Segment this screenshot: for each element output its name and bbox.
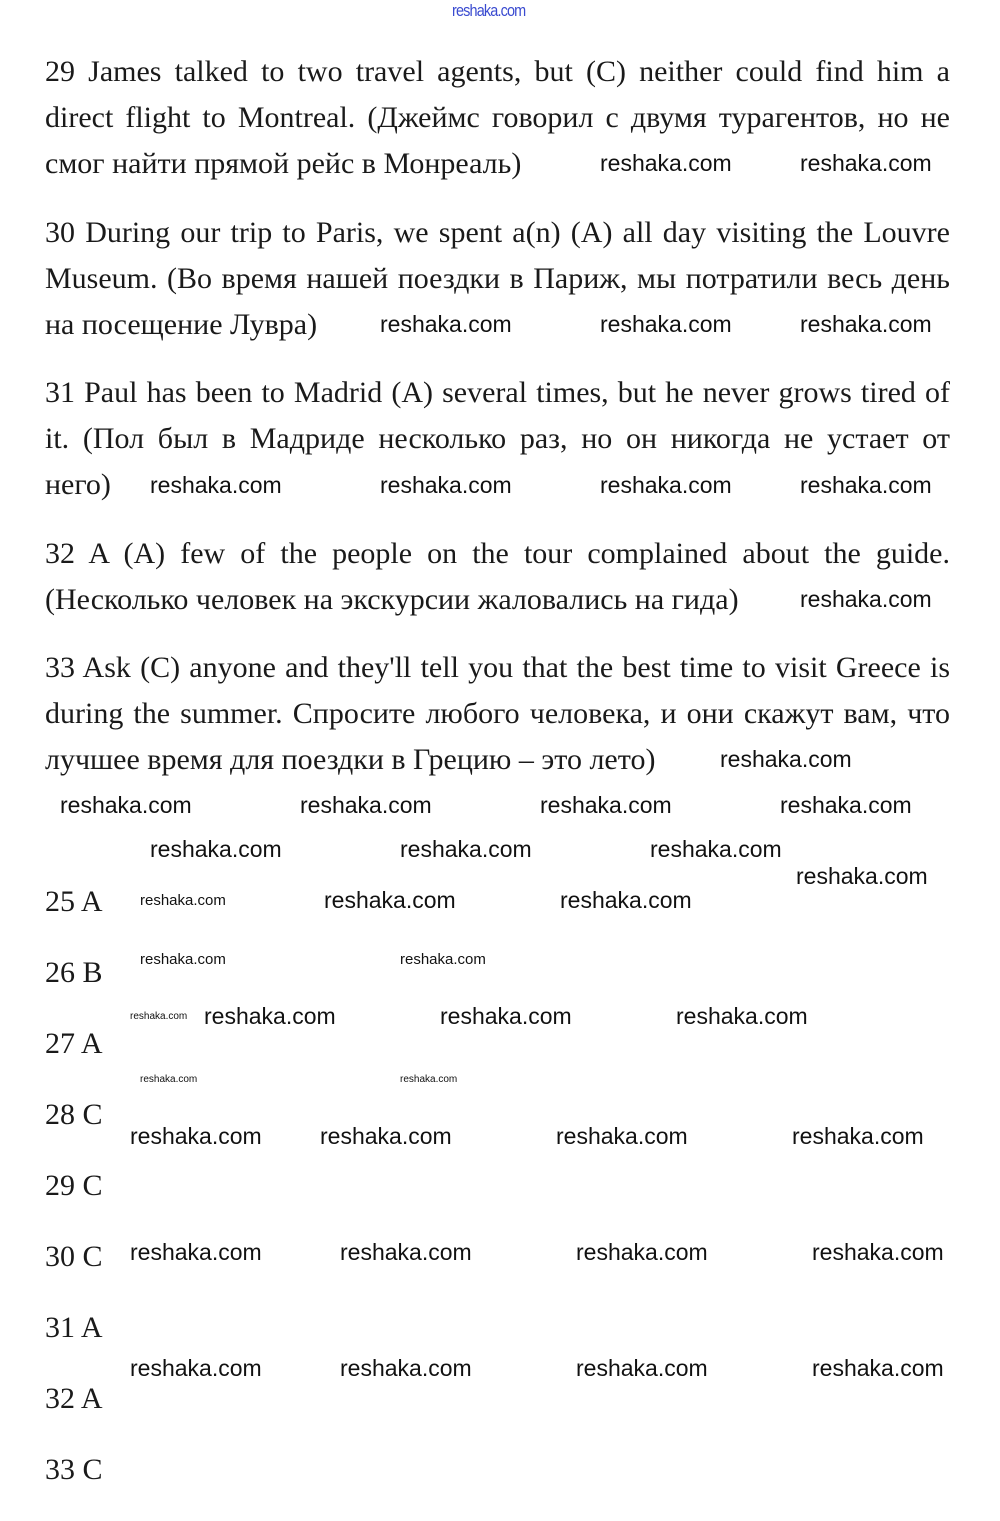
watermark: reshaka.com [150, 836, 282, 862]
answer-item: 25 A [45, 885, 103, 918]
watermark: reshaka.com [340, 1355, 472, 1381]
watermark: reshaka.com [130, 1355, 262, 1381]
watermark: reshaka.com [600, 311, 732, 337]
text-line: it. (Пол был в Мадриде несколько раз, но он никогда не устает от [45, 422, 950, 455]
watermark: reshaka.com [556, 1123, 688, 1149]
text-line: direct flight to Montreal. (Джеймс говорил с двумя турагентов, но не [45, 101, 950, 134]
answer-item: 28 C [45, 1098, 103, 1131]
watermark: reshaka.com [400, 836, 532, 862]
text-line: 32 A (A) few of the people on the tour complained about the guide. [45, 537, 950, 570]
answer-item: 26 B [45, 956, 103, 989]
watermark: reshaka.com [60, 792, 192, 818]
watermark: reshaka.com [800, 150, 932, 176]
watermark: reshaka.com [800, 311, 932, 337]
text-line: Museum. (Во время нашей поездки в Париж, мы потратили весь день [45, 262, 950, 295]
watermark: reshaka.com [812, 1239, 944, 1265]
watermark: reshaka.com [400, 951, 486, 968]
watermark: reshaka.com [140, 1074, 198, 1085]
watermark: reshaka.com [600, 472, 732, 498]
watermark: reshaka.com [540, 792, 672, 818]
text-line: (Несколько человек на экскурсии жаловались на гида) [45, 583, 739, 616]
text-line: него) [45, 468, 111, 501]
watermark: reshaka.com [792, 1123, 924, 1149]
text-line: 29 James talked to two travel agents, but (C) neither could find him a [45, 55, 950, 88]
watermark: reshaka.com [576, 1355, 708, 1381]
answer-item: 31 A [45, 1311, 103, 1344]
header-link[interactable]: reshaka.com [452, 1, 526, 20]
answer-item: 29 C [45, 1169, 103, 1202]
answer-item: 33 C [45, 1453, 103, 1486]
watermark: reshaka.com [812, 1355, 944, 1381]
watermark: reshaka.com [720, 746, 852, 772]
answer-item: 32 A [45, 1382, 103, 1415]
watermark: reshaka.com [380, 472, 512, 498]
watermark: reshaka.com [650, 836, 782, 862]
watermark: reshaka.com [600, 150, 732, 176]
watermark: reshaka.com [796, 863, 928, 889]
watermark: reshaka.com [676, 1003, 808, 1029]
watermark: reshaka.com [300, 792, 432, 818]
watermark: reshaka.com [130, 1239, 262, 1265]
watermark: reshaka.com [800, 472, 932, 498]
text-line: 30 During our trip to Paris, we spent a(n) (A) all day visiting the Louvre [45, 216, 950, 249]
text-line: лучшее время для поездки в Грецию – это лето) [45, 743, 656, 776]
watermark: reshaka.com [140, 892, 226, 909]
watermark: reshaka.com [400, 1074, 458, 1085]
text-line: 33 Ask (C) anyone and they'll tell you that the best time to visit Greece is [45, 651, 950, 684]
watermark: reshaka.com [560, 887, 692, 913]
text-line: смог найти прямой рейс в Монреаль) [45, 147, 522, 180]
watermark: reshaka.com [204, 1003, 336, 1029]
watermark: reshaka.com [140, 951, 226, 968]
text-line: 31 Paul has been to Madrid (A) several times, but he never grows tired of [45, 376, 950, 409]
answer-item: 30 C [45, 1240, 103, 1273]
watermark: reshaka.com [440, 1003, 572, 1029]
watermark: reshaka.com [340, 1239, 472, 1265]
text-line: during the summer. Спросите любого человека, и они скажут вам, что [45, 697, 950, 730]
watermark: reshaka.com [576, 1239, 708, 1265]
watermark: reshaka.com [130, 1123, 262, 1149]
watermark: reshaka.com [780, 792, 912, 818]
watermark: reshaka.com [150, 472, 282, 498]
watermark: reshaka.com [800, 586, 932, 612]
text-line: на посещение Лувра) [45, 308, 318, 341]
watermark: reshaka.com [324, 887, 456, 913]
watermark: reshaka.com [380, 311, 512, 337]
watermark: reshaka.com [320, 1123, 452, 1149]
answer-item: 27 A [45, 1027, 103, 1060]
watermark: reshaka.com [130, 1011, 188, 1022]
